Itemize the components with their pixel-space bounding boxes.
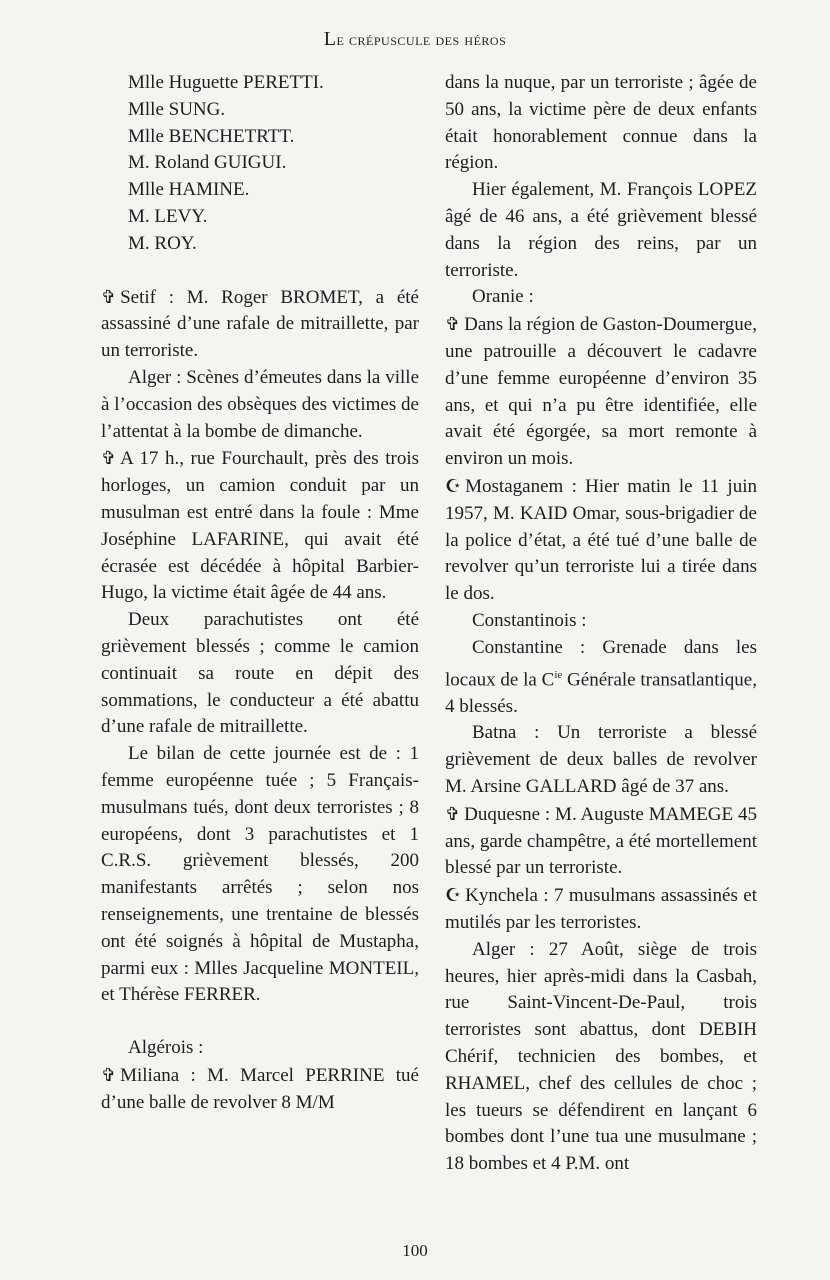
list-item: M. LEVY. [128,205,208,227]
section-heading: Oranie : [472,286,534,308]
paragraph: Le bilan de cette journée est de : 1 femme européenne tuée ; 5 Français-musulmans tués, dont deux terroristes ; 8 européens, dont 3 parachutistes et 1 C.R.S. grièvement blessés, 200 manifestants arrêtés ; selon nos renseignements, une trentaine de blessés ont été soignés à hôpital de Mustapha, parmi eux : Mlles Jacqueline MONTEIL, et Thérèse FERRER. [101,743,419,1006]
crescent-icon: ☪ [445,475,462,496]
paragraph: Alger : 27 Août, siège de trois heures, hier après-midi dans la Casbah, rue Saint-Vincent-De-Paul, trois terroristes sont abattus, dont DEBIH Chérif, technicien des bombes, et RHAMEL, chef des cellules de choc ; les tueurs se défendirent en lançant 6 bombes dont l’une tua une musulmane ; 18 bombes et 4 P.M. ont [445,938,757,1175]
list-item: Mlle BENCHETRTT. [128,125,295,147]
page-number: 100 [402,1241,428,1260]
cross-icon: ✞ [101,448,117,469]
left-column [101,70,419,1116]
list-item: Mlle HAMINE. [128,179,250,201]
paragraph: Deux parachutistes ont été grièvement blessés ; comme le camion continuait sa route en dépit des sommations, le conducteur a été abattu d’une rafale de mitraillette. [101,609,419,738]
paragraph: Hier également, M. François LOPEZ âgé de 46 ans, a été grièvement blessé dans la région des reins, par un terroriste. [445,179,757,281]
paragraph: Batna : Un terroriste a blessé grièvement de deux balles de revolver M. Arsine GALLARD âgé de 37 ans. [445,722,757,798]
right-column [445,70,757,1178]
cross-icon: ✞ [101,286,117,307]
paragraph: ☪ Kynchela : 7 musulmans assassinés et mutilés par les terroristes. [445,885,757,934]
list-item: Mlle SUNG. [128,98,226,120]
crescent-icon: ☪ [445,885,462,906]
paragraph: ✞ Miliana : M. Marcel PERRINE tué d’une balle de revolver 8 M/M [101,1064,419,1113]
paragraph: ☪ Mostaganem : Hier matin le 11 juin 1957, M. KAID Omar, sous-brigadier de la police d’état, a été tué d’une balle de revolver qu’un terroriste lui a tirée dans le dos. [445,475,757,605]
list-item: M. ROY. [128,232,197,254]
cross-icon: ✞ [445,314,461,335]
section-heading: Constantinois : [472,609,587,631]
paragraph: dans la nuque, par un terroriste ; âgée de 50 ans, la victime père de deux enfants était honorablement connue dans la région. [445,72,757,174]
paragraph: ✞ Dans la région de Gaston-Doumergue, une patrouille a découvert le cadavre d’une femme européenne d’environ 35 ans, et qui n’a pu être identifiée, elle avait été égorgée, sa mort remonte à environ un mois. [445,314,757,470]
victim-list [101,70,419,258]
paragraph: ✞ Duquesne : M. Auguste MAMEGE 45 ans, garde champêtre, a été mortellement blessé par un terroriste. [445,803,757,879]
paragraph: ✞ A 17 h., rue Fourchault, près des trois horloges, un camion conduit par un musulman est entré dans la foule : Mme Joséphine LAFARINE, qui avait été écrasée est décédée à hôpital Barbier-Hugo, la victime était âgée de 44 ans. [101,448,419,604]
paragraph: Constantine : Grenade dans les locaux de la $C^{ie}$ Générale transatlantique, 4 blessés. [445,636,757,717]
paragraph: Alger : Scènes d’émeutes dans la ville à l’occasion des obsèques des victimes de l’attentat à la bombe de dimanche. [101,366,419,442]
cross-icon: ✞ [101,1064,117,1085]
section-heading: Algérois : [128,1037,204,1059]
list-item: M. Roland GUIGUI. [128,152,287,174]
paragraph: ✞ Setif : M. Roger BROMET, a été assassiné d’une rafale de mitraillette, par un terroriste. [101,286,419,362]
running-header: Le crépuscule des héros [323,28,507,50]
list-item: Mlle Huguette PERETTI. [128,72,324,93]
cross-icon: ✞ [445,803,461,824]
